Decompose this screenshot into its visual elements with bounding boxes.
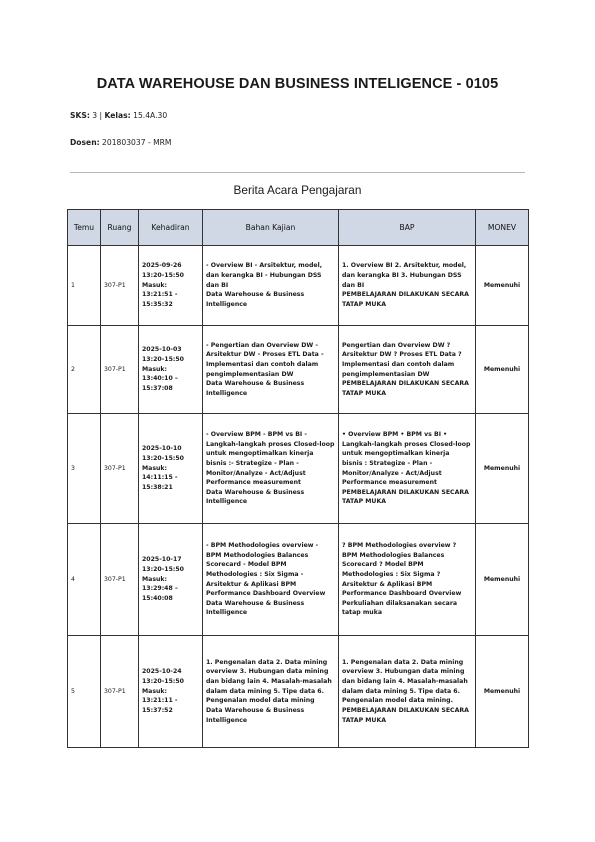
- kelas-label: Kelas:: [104, 111, 131, 120]
- cell-bap: 1. Pengenalan data 2. Data mining overview 3. Hubungan data mining dan bidang lain 4. Masalah-masalah dalam data mining 5. Tipe data 6. Pengenalan model data mining. PEMBELAJARAN DILAKUKAN SECARA TATAP MUKA: [339, 636, 476, 748]
- course-meta: [70, 111, 167, 120]
- cell-bahan-kajian: - Pengertian dan Overview DW - Arsitektur DW - Proses ETL Data - Implementasi dan contoh dalam pengimplementasian DW Data Warehouse & Business Intelligence: [203, 326, 339, 414]
- dosen-label: Dosen:: [70, 138, 100, 147]
- divider: [70, 172, 525, 173]
- cell-kehadiran: 2025-10-10 13:20-15:50 Masuk: 14:11:15 - 15:38:21: [139, 414, 203, 524]
- cell-kehadiran: 2025-10-03 13:20-15:50 Masuk: 13:40:10 – 15:37:08: [139, 326, 203, 414]
- lecturer-meta: [70, 138, 172, 147]
- cell-monev: Memenuhi: [476, 326, 529, 414]
- cell-kehadiran: 2025-09-26 13:20-15:50 Masuk: 13:21:51 - 15:35:32: [139, 246, 203, 326]
- kelas-value: 15.4A.30: [130, 111, 168, 120]
- cell-kehadiran: 2025-10-17 13:20-15:50 Masuk: 13:29:48 – 15:40:08: [139, 524, 203, 636]
- cell-ruang: 307-P1: [101, 414, 139, 524]
- table-row: [68, 636, 529, 748]
- sks-label: SKS:: [70, 111, 90, 120]
- header-ruang: Ruang: [101, 210, 139, 246]
- cell-monev: Memenuhi: [476, 636, 529, 748]
- table-row: [68, 524, 529, 636]
- sks-value: 3 |: [89, 111, 105, 120]
- header-temu: Temu: [68, 210, 101, 246]
- cell-bahan-kajian: 1. Pengenalan data 2. Data mining overview 3. Hubungan data mining dan bidang lain 4. Masalah-masalah dalam data mining 5. Tipe data 6. Pengenalan model data mining Data Warehouse & Business Intelligence: [203, 636, 339, 748]
- table-row: [68, 414, 529, 524]
- header-monev: MONEV: [476, 210, 529, 246]
- cell-bap: ? BPM Methodologies overview ? BPM Methodologies Balances Scorecard ? Model BPM Methodologies : Six Sigma ? Arsitektur & Aplikasi BPM Performance Dashboard Overview Perkuliahan dilaksanakan secara tatap muka: [339, 524, 476, 636]
- cell-ruang: 307-P1: [101, 246, 139, 326]
- cell-temu: 4: [68, 524, 101, 636]
- cell-bap: 1. Overview BI 2. Arsitektur, model, dan kerangka BI 3. Hubungan DSS dan BI PEMBELAJARAN DILAKUKAN SECARA TATAP MUKA: [339, 246, 476, 326]
- section-title: Berita Acara Pengajaran: [233, 183, 362, 197]
- dosen-value: 201803037 - MRM: [99, 138, 172, 147]
- cell-ruang: 307-P1: [101, 326, 139, 414]
- cell-temu: 3: [68, 414, 101, 524]
- table-row: [68, 246, 529, 326]
- cell-ruang: 307-P1: [101, 636, 139, 748]
- cell-bap: Pengertian dan Overview DW ? Arsitektur DW ? Proses ETL Data ? Implementasi dan contoh dalam pengimplementasian DW PEMBELAJARAN DILAKUKAN SECARA TATAP MUKA: [339, 326, 476, 414]
- header-bap: BAP: [339, 210, 476, 246]
- cell-bahan-kajian: - Overview BI - Arsitektur, model, dan kerangka BI - Hubungan DSS dan BI Data Warehouse & Business Intelligence: [203, 246, 339, 326]
- cell-ruang: 307-P1: [101, 524, 139, 636]
- cell-temu: 1: [68, 246, 101, 326]
- cell-temu: 5: [68, 636, 101, 748]
- table-header-row: [68, 210, 529, 246]
- cell-bap: • Overview BPM • BPM vs BI • Langkah-langkah proses Closed-loop untuk mengoptimalkan kinerja bisnis : Strategize - Plan - Monitor/Analyze - Act/Adjust Performance measurement PEMBELAJARAN DILAKUKAN SECARA TATAP MUKA: [339, 414, 476, 524]
- cell-bahan-kajian: - BPM Methodologies overview - BPM Methodologies Balances Scorecard - Model BPM Methodologies : Six Sigma - Arsitektur & Aplikasi BPM Performance Dashboard Overview Data Warehouse & Business Intelligence: [203, 524, 339, 636]
- cell-monev: Memenuhi: [476, 414, 529, 524]
- cell-monev: Memenuhi: [476, 524, 529, 636]
- teaching-record-table: [67, 209, 529, 748]
- cell-bahan-kajian: - Overview BPM - BPM vs BI - Langkah-langkah proses Closed-loop untuk mengoptimalkan kinerja bisnis :- Strategize - Plan - Monitor/Analyze - Act/Adjust Performance measurement Data Warehouse & Business Intelligence: [203, 414, 339, 524]
- cell-kehadiran: 2025-10-24 13:20-15:50 Masuk: 13:21:11 - 15:37:52: [139, 636, 203, 748]
- header-kehadiran: Kehadiran: [139, 210, 203, 246]
- table-row: [68, 326, 529, 414]
- course-title: DATA WAREHOUSE DAN BUSINESS INTELIGENCE - 0105: [96, 76, 499, 92]
- cell-monev: Memenuhi: [476, 246, 529, 326]
- cell-temu: 2: [68, 326, 101, 414]
- header-bahan-kajian: Bahan Kajian: [203, 210, 339, 246]
